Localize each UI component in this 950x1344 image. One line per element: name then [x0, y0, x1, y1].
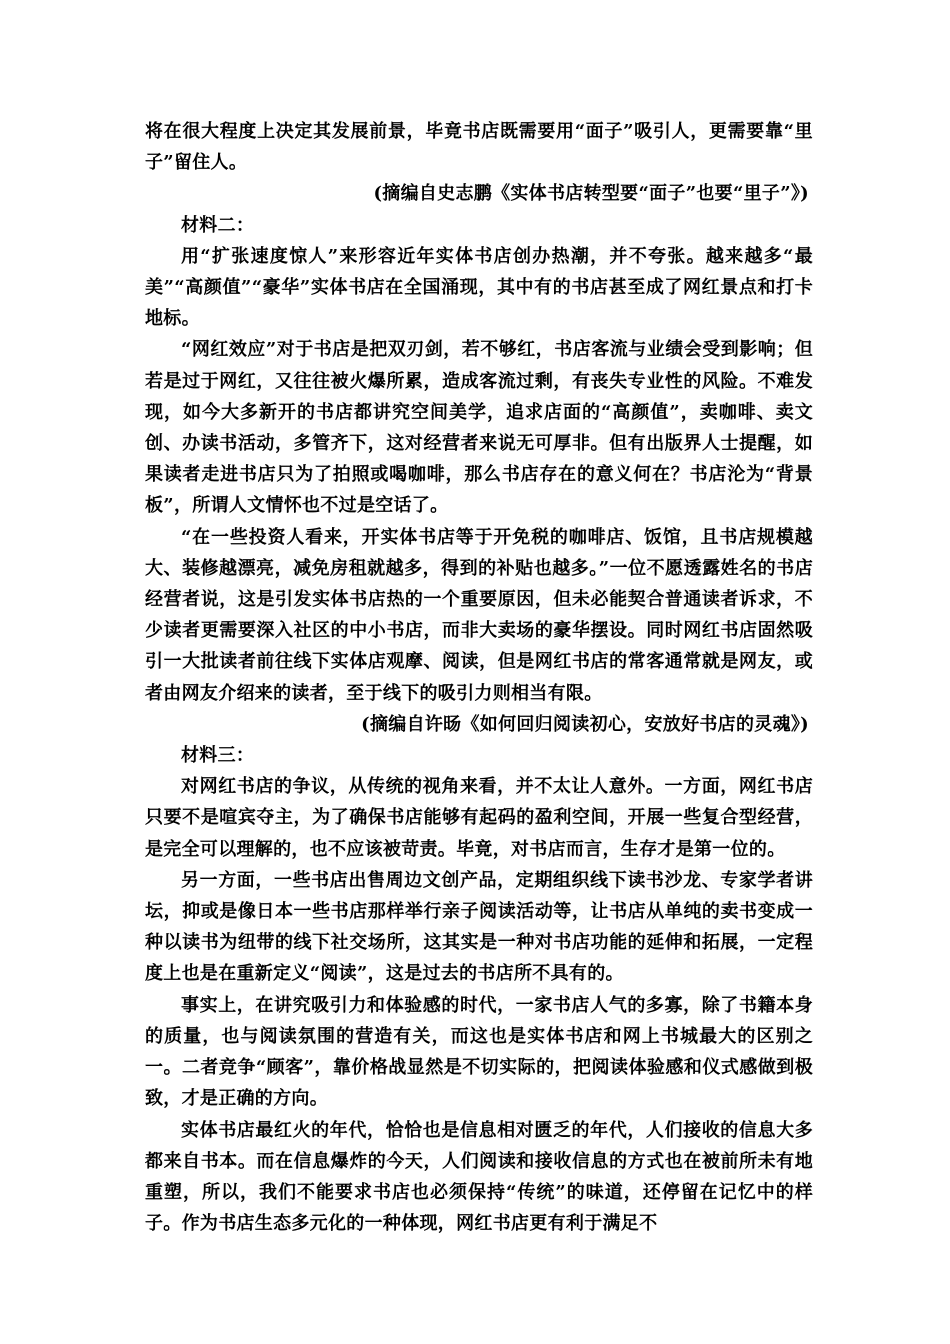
material2-paragraph-3: “在一些投资人看来，开实体书店等于开免税的咖啡店、饭馆，且书店规模越大、装修越漂亮，减免房租就越多，得到的补贴也越多。”一位不愿透露姓名的书店经营者说，这是引发实体书店热的一个重要原因，但未必能契合普通读者诉求，不少读者更需要深入社区的中小书店，而非大卖场的豪华摆设。同时网红书店固然吸引一大批读者前往线下实体店观摩、阅读，但是网红书店的常客通常就是网友，或者由网友介绍来的读者，至于线下的吸引力则相当有限。	[145, 526, 813, 704]
material1-source: (摘编自史志鹏《实体书店转型要“面子”也要“里子”》)	[373, 183, 809, 205]
material3-paragraph-2: 另一方面，一些书店出售周边文创产品，定期组织线下读书沙龙、专家学者讲坛，抑或是像日本一些书店那样举行亲子阅读活动等，让书店从单纯的卖书变成一种以读书为纽带的线下社交场所，这其实是一种对书店功能的延伸和拓展，一定程度上也是在重新定义“阅读”，这是过去的书店所不具有的。	[145, 869, 813, 985]
material3-paragraph-1: 对网红书店的争议，从传统的视角来看，并不太让人意外。一方面，网红书店只要不是喧宾夺主，为了确保书店能够有起码的盈利空间，开展一些复合型经营，是完全可以理解的，也不应该被苛责。毕竟，对书店而言，生存才是第一位的。	[145, 776, 813, 860]
material2-source: (摘编自许旸《如何回归阅读初心，安放好书店的灵魂》)	[361, 713, 809, 735]
material3-paragraph-4: 实体书店最红火的年代，恰恰也是信息相对匮乏的年代，人们接收的信息大多都来自书本。而在信息爆炸的今天，人们阅读和接收信息的方式也在被前所未有地重塑，所以，我们不能要求书店也必须保持“传统”的味道，还停留在记忆中的样子。作为书店生态多元化的一种体现，网红书店更有利于满足不	[145, 1119, 813, 1235]
material2-paragraph-1: 用“扩张速度惊人”来形容近年实体书店创办热潮，并不夸张。越来越多“最美”“高颜值”“豪华”实体书店在全国涌现，其中有的书店甚至成了网红景点和打卡地标。	[145, 245, 813, 330]
material2-paragraph-2: “网红效应”对于书店是把双刃剑，若不够红，书店客流与业绩会受到影响；但若是过于网红，又往往被火爆所累，造成客流过剩，有丧失专业性的风险。不难发现，如今大多新开的书店都讲究空间美学，追求店面的“高颜值”，卖咖啡、卖文创、办读书活动，多管齐下，这对经营者来说无可厚非。但有出版界人士提醒，如果读者走进书店只为了拍照或喝咖啡，那么书店存在的意义何在？书店沦为“背景板”，所谓人文情怀也不过是空话了。	[145, 339, 813, 517]
material3-paragraph-3: 事实上，在讲究吸引力和体验感的时代，一家书店人气的多寡，除了书籍本身的质量，也与阅读氛围的营造有关，而这也是实体书店和网上书城最大的区别之一。二者竞争“顾客”，靠价格战显然是不切实际的，把阅读体验感和仪式感做到极致，才是正确的方向。	[145, 994, 813, 1110]
material3-heading: 材料三：	[181, 745, 255, 767]
material1-tail-paragraph: 将在很大程度上决定其发展前景，毕竟书店既需要用“面子”吸引人，更需要靠“里子”留住人。	[145, 121, 813, 174]
document-page	[145, 116, 813, 1239]
material2-heading: 材料二：	[181, 214, 255, 236]
